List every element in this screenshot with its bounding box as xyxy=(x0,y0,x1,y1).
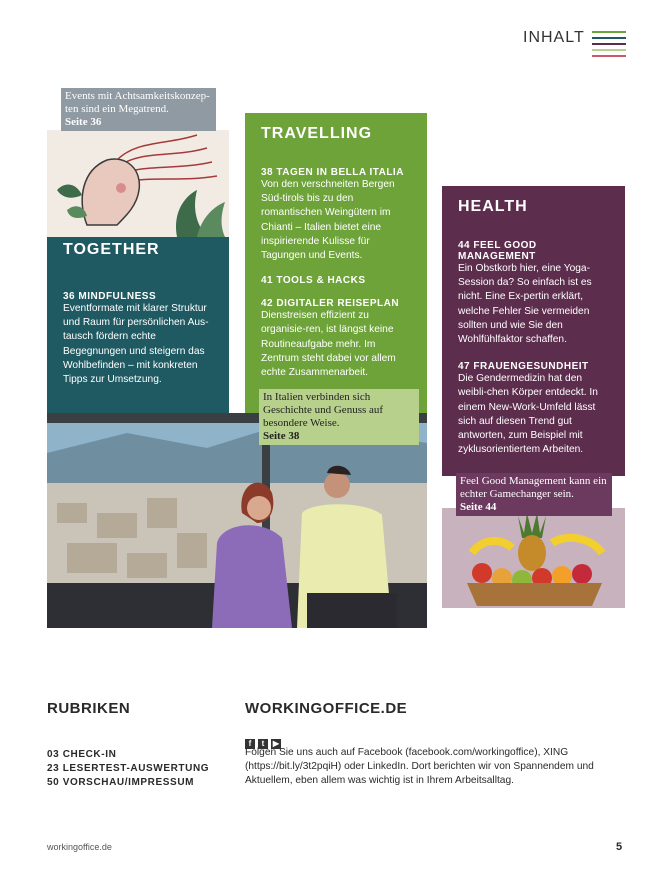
caption-page: Seite 36 xyxy=(65,116,102,128)
cable-car-photo xyxy=(47,413,427,628)
bella-italia-heading: 38 TAGEN IN BELLA ITALIA xyxy=(261,167,404,178)
rubriken-list xyxy=(47,748,209,790)
bella-italia-text: Von den verschneiten Bergen Süd-tirols bis zu den romantischen Weingütern im Chianti – Italien bietet eine inspirierende Kulisse für Tagungen und Events. xyxy=(261,179,395,262)
caption-page: Seite 38 xyxy=(263,430,300,442)
caption-text: Events mit Achtsamkeitskonzep-ten sind ein Megatrend. xyxy=(65,90,210,115)
caption-text: Feel Good Management kann ein echter Gamechanger sein. xyxy=(460,475,607,500)
health-caption xyxy=(456,473,612,516)
mindfulness-illustration xyxy=(47,130,229,237)
fruit-basket-image xyxy=(442,508,625,608)
youtube-icon[interactable]: ▶ xyxy=(272,739,280,748)
mindfulness-heading: 36 MINDFULNESS xyxy=(63,291,157,302)
rubriken-title: RUBRIKEN xyxy=(47,700,131,717)
list-item: 23 LESERTEST-AUSWERTUNG xyxy=(47,763,210,774)
caption-text: In Italien verbinden sich Geschichte und Genuss auf besondere Weise. xyxy=(263,391,384,429)
reiseplan-text: Dienstreisen effizient zu organisie-ren, ist längst keine Routineaufgabe mehr. Im Zentrum steht dabei vor allem echte Zusammenarbeit. xyxy=(261,310,396,379)
mindfulness-text: Eventformate mit klarer Struktur und Raum für persönlichen Aus-tausch fördern echte Begegnungen und steigern das Wohlbefinden – mit konkreten Tipps zur Umsetzung. xyxy=(63,303,209,386)
twitter-icon[interactable]: t xyxy=(258,739,268,749)
caption-page: Seite 44 xyxy=(460,501,497,513)
feel-good-heading: 44 FEEL GOOD MANAGEMENT xyxy=(458,240,537,262)
health-title: HEALTH xyxy=(458,198,528,215)
together-title: TOGETHER xyxy=(63,241,160,258)
tools-hacks-heading: 41 TOOLS & HACKS xyxy=(261,275,366,287)
section-title: INHALT xyxy=(523,29,585,46)
together-box xyxy=(47,237,229,413)
travelling-caption xyxy=(259,389,419,445)
travelling-box xyxy=(245,113,427,413)
feel-good-text: Ein Obstkorb hier, eine Yoga-Session da? So einfach ist es nicht. Eine Ex-pertin erklärt, welche Fehler Sie vermeiden sollten und wie Sie den Wohlfühlfaktor schaffen. xyxy=(458,263,592,346)
footer-site: workingoffice.de xyxy=(47,842,112,852)
workingoffice-text: Folgen Sie uns auch auf Facebook (facebook.com/workingoffice), XING (https://bit.ly/3t2pqiH) oder LinkedIn. Dort berichten wir von Spannendem und Aktuellem, eben allem was wichtig ist in Ihrem Arbeitsalltag. xyxy=(245,747,594,786)
together-caption xyxy=(61,88,216,131)
frauengesundheit-heading: 47 FRAUENGESUNDHEIT xyxy=(458,361,589,373)
list-item: 50 VORSCHAU/IMPRESSUM xyxy=(47,777,195,788)
list-item: 03 CHECK-IN xyxy=(47,749,117,760)
health-box xyxy=(442,186,625,476)
frauengesundheit-text: Die Gendermedizin hat den weibli-chen Körper entdeckt. In einem New-Work-Umfeld lässt sich auf diesen Trend gut antworten, zum Beispiel mit zyklusorientiertem Arbeiten. xyxy=(458,373,598,456)
workingoffice-title: WORKINGOFFICE.DE xyxy=(245,700,408,717)
page-number: 5 xyxy=(616,841,623,853)
reiseplan-heading: 42 DIGITALER REISEPLAN xyxy=(261,298,400,310)
travelling-title: TRAVELLING xyxy=(261,125,373,142)
facebook-icon[interactable]: f xyxy=(245,739,255,749)
decorative-stripes xyxy=(592,31,626,61)
